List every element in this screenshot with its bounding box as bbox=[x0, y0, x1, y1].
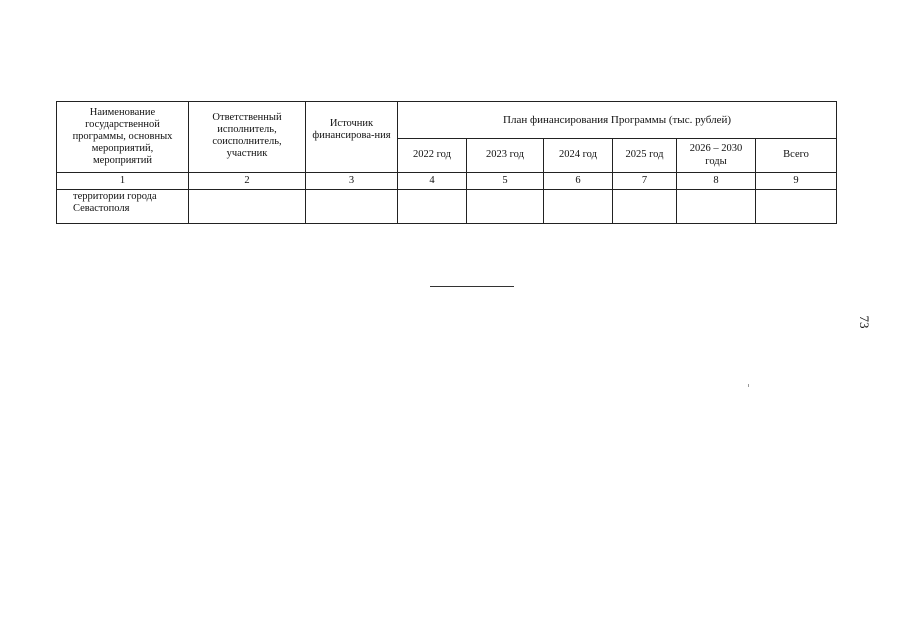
column-number: 1 bbox=[57, 173, 189, 190]
header-year-2025: 2025 год bbox=[613, 139, 677, 173]
row-responsible-cell bbox=[189, 190, 306, 224]
row-value-2022 bbox=[398, 190, 467, 224]
end-separator-line bbox=[430, 286, 514, 287]
row-value-2025 bbox=[613, 190, 677, 224]
row-value-2024 bbox=[544, 190, 613, 224]
table-row bbox=[57, 190, 837, 224]
column-number: 6 bbox=[544, 173, 613, 190]
header-years-2026-2030: 2026 – 2030 годы bbox=[677, 139, 756, 173]
row-source-cell bbox=[306, 190, 398, 224]
column-number: 7 bbox=[613, 173, 677, 190]
header-financing-plan: План финансирования Программы (тыс. рублей) bbox=[398, 102, 837, 139]
header-program-name: Наименование государственной программы, основных мероприятий, мероприятий bbox=[57, 102, 189, 173]
row-value-2023 bbox=[467, 190, 544, 224]
column-number: 3 bbox=[306, 173, 398, 190]
header-responsible-executor: Ответственный исполнитель, соисполнитель, участник bbox=[189, 102, 306, 173]
financing-plan-table bbox=[56, 101, 837, 224]
header-year-2023: 2023 год bbox=[467, 139, 544, 173]
scan-artifact-mark bbox=[748, 384, 749, 387]
column-number: 9 bbox=[756, 173, 837, 190]
column-number: 2 bbox=[189, 173, 306, 190]
header-year-2022: 2022 год bbox=[398, 139, 467, 173]
header-financing-source: Источник финансирова-ния bbox=[306, 102, 398, 173]
column-number: 8 bbox=[677, 173, 756, 190]
header-year-2024: 2024 год bbox=[544, 139, 613, 173]
column-numbers-row bbox=[57, 173, 837, 190]
header-row-top bbox=[57, 102, 837, 139]
column-number: 4 bbox=[398, 173, 467, 190]
row-name-cell: территории города Севастополя bbox=[57, 190, 189, 224]
column-number: 5 bbox=[467, 173, 544, 190]
row-value-total bbox=[756, 190, 837, 224]
header-total: Всего bbox=[756, 139, 837, 173]
page-number: 73 bbox=[857, 315, 872, 329]
row-value-2026-2030 bbox=[677, 190, 756, 224]
